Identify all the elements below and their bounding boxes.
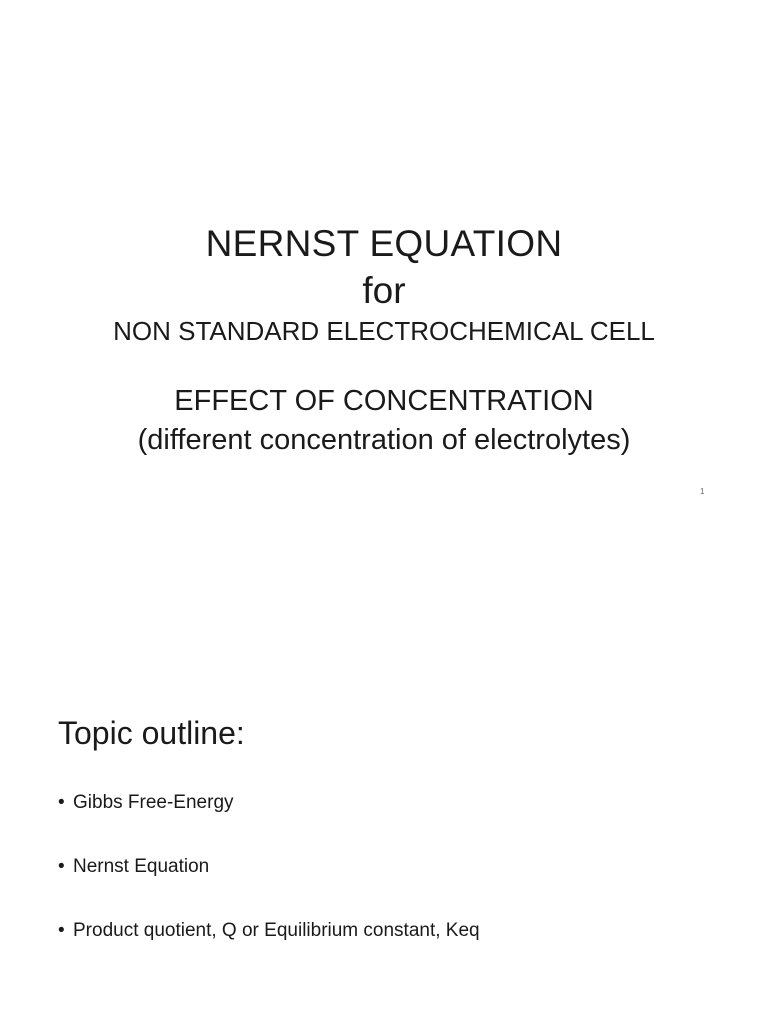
- list-item-text: Nernst Equation: [73, 856, 210, 877]
- outline-heading: Topic outline:: [58, 715, 245, 751]
- outline-slide: [0, 512, 768, 1024]
- bullet-icon: •: [58, 792, 65, 813]
- list-item-text: Gibbs Free-Energy: [73, 792, 234, 813]
- list-item-text: Product quotient, Q or Equilibrium constant, Keq: [73, 920, 480, 941]
- effect-detail: (different concentration of electrolytes): [137, 424, 631, 456]
- topic-list: [58, 792, 480, 984]
- slide-title-for: for: [362, 270, 406, 311]
- page-number: 1: [700, 487, 705, 496]
- list-item: [58, 856, 480, 920]
- bullet-icon: •: [58, 856, 65, 877]
- effect-heading: EFFECT OF CONCENTRATION: [174, 385, 594, 417]
- list-item: [58, 792, 480, 856]
- slide-title: NERNST EQUATION: [205, 223, 563, 264]
- list-item: [58, 920, 480, 984]
- slide-subtitle: NON STANDARD ELECTROCHEMICAL CELL: [113, 316, 655, 346]
- bullet-icon: •: [58, 920, 65, 941]
